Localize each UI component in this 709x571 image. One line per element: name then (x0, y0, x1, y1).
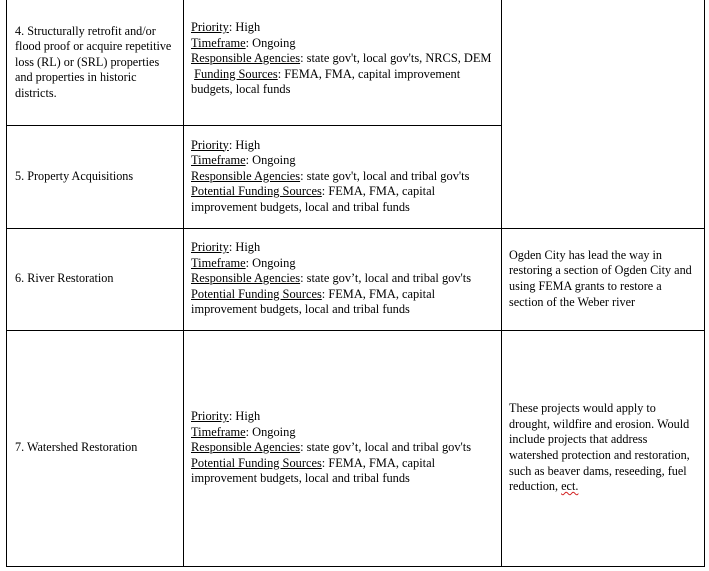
agencies-label: Responsible Agencies (191, 168, 301, 183)
timeframe-line (191, 153, 497, 169)
details-cell-7 (184, 330, 502, 566)
funding-label: Potential Funding Sources (191, 455, 322, 470)
timeframe-label: Timeframe (191, 424, 246, 439)
funding-line (191, 184, 497, 215)
priority-label: Priority (191, 409, 229, 424)
funding-label: Funding Sources (194, 66, 278, 81)
notes-cell-4-5 (502, 0, 705, 228)
agencies-line (191, 51, 497, 67)
action-text: 7. Watershed Restoration (15, 440, 138, 455)
agencies-value: : state gov't, local and tribal gov'ts (300, 168, 470, 183)
funding-line (191, 287, 497, 318)
funding-value: : FEMA, FMA, capital improvement budgets, local and tribal funds (191, 184, 436, 214)
timeframe-value: : Ongoing (245, 424, 296, 439)
priority-line (191, 138, 497, 154)
notes-cell-6 (502, 228, 705, 330)
funding-value: : FEMA, FMA, capital improvement budgets, local funds (191, 66, 461, 97)
timeframe-line (191, 256, 497, 272)
funding-value: : FEMA, FMA, capital improvement budgets, local and tribal funds (191, 455, 436, 486)
funding-value: : FEMA, FMA, capital improvement budgets, local and tribal funds (191, 286, 436, 317)
timeframe-label: Timeframe (191, 35, 246, 50)
details-cell-4 (184, 0, 502, 125)
action-cell-5 (7, 125, 184, 228)
notes-text: Ogden City has lead the way in restoring a section of Ogden City and using FEMA grants to restore a section of the Weber river (509, 247, 692, 309)
priority-line (191, 409, 497, 425)
agencies-line (191, 169, 497, 185)
timeframe-label: Timeframe (191, 153, 246, 168)
notes-text: These projects would apply to drought, wildfire and erosion. Would include projects that address watershed protection and restoration, such as beaver dams, reseeding, fuel reduction, (509, 401, 690, 494)
priority-line (191, 20, 497, 36)
priority-value: : High (228, 137, 261, 152)
timeframe-label: Timeframe (191, 255, 246, 270)
mitigation-actions-table (6, 0, 705, 567)
timeframe-value: : Ongoing (245, 35, 296, 50)
action-cell-7 (7, 330, 184, 566)
agencies-line (191, 440, 497, 456)
notes-cell-7 (502, 330, 705, 566)
agencies-label: Responsible Agencies (191, 440, 301, 455)
table-row-7 (7, 330, 705, 566)
priority-value: : High (228, 409, 261, 424)
priority-value: : High (228, 240, 261, 255)
funding-line (191, 67, 497, 98)
spellcheck-flagged-word: ect. (561, 479, 579, 494)
action-text: 5. Property Acquisitions (15, 168, 134, 183)
action-cell-4 (7, 0, 184, 125)
action-text: 4. Structurally retrofit and/or flood proof or acquire repetitive loss (RL) or (SRL) properties and properties in historic districts. (15, 23, 172, 100)
agencies-value: : state gov't, local gov'ts, NRCS, DEM (300, 51, 492, 66)
priority-label: Priority (191, 20, 229, 34)
timeframe-line (191, 425, 497, 441)
funding-label: Potential Funding Sources (191, 286, 322, 301)
timeframe-line (191, 36, 497, 52)
priority-label: Priority (191, 137, 229, 152)
table-row-4 (7, 0, 705, 125)
details-cell-5 (184, 125, 502, 228)
agencies-line (191, 271, 497, 287)
funding-label: Potential Funding Sources (191, 184, 322, 199)
funding-line (191, 456, 497, 487)
agencies-label: Responsible Agencies (191, 271, 301, 286)
agencies-label: Responsible Agencies (191, 51, 301, 66)
table-row-6 (7, 228, 705, 330)
priority-line (191, 240, 497, 256)
action-cell-6 (7, 228, 184, 330)
agencies-value: : state gov’t, local and tribal gov'ts (300, 440, 472, 455)
details-cell-6 (184, 228, 502, 330)
agencies-value: : state gov’t, local and tribal gov'ts (300, 271, 472, 286)
priority-label: Priority (191, 240, 229, 255)
timeframe-value: : Ongoing (245, 153, 296, 168)
action-text: 6. River Restoration (15, 271, 114, 286)
priority-value: : High (228, 20, 261, 34)
timeframe-value: : Ongoing (245, 255, 296, 270)
